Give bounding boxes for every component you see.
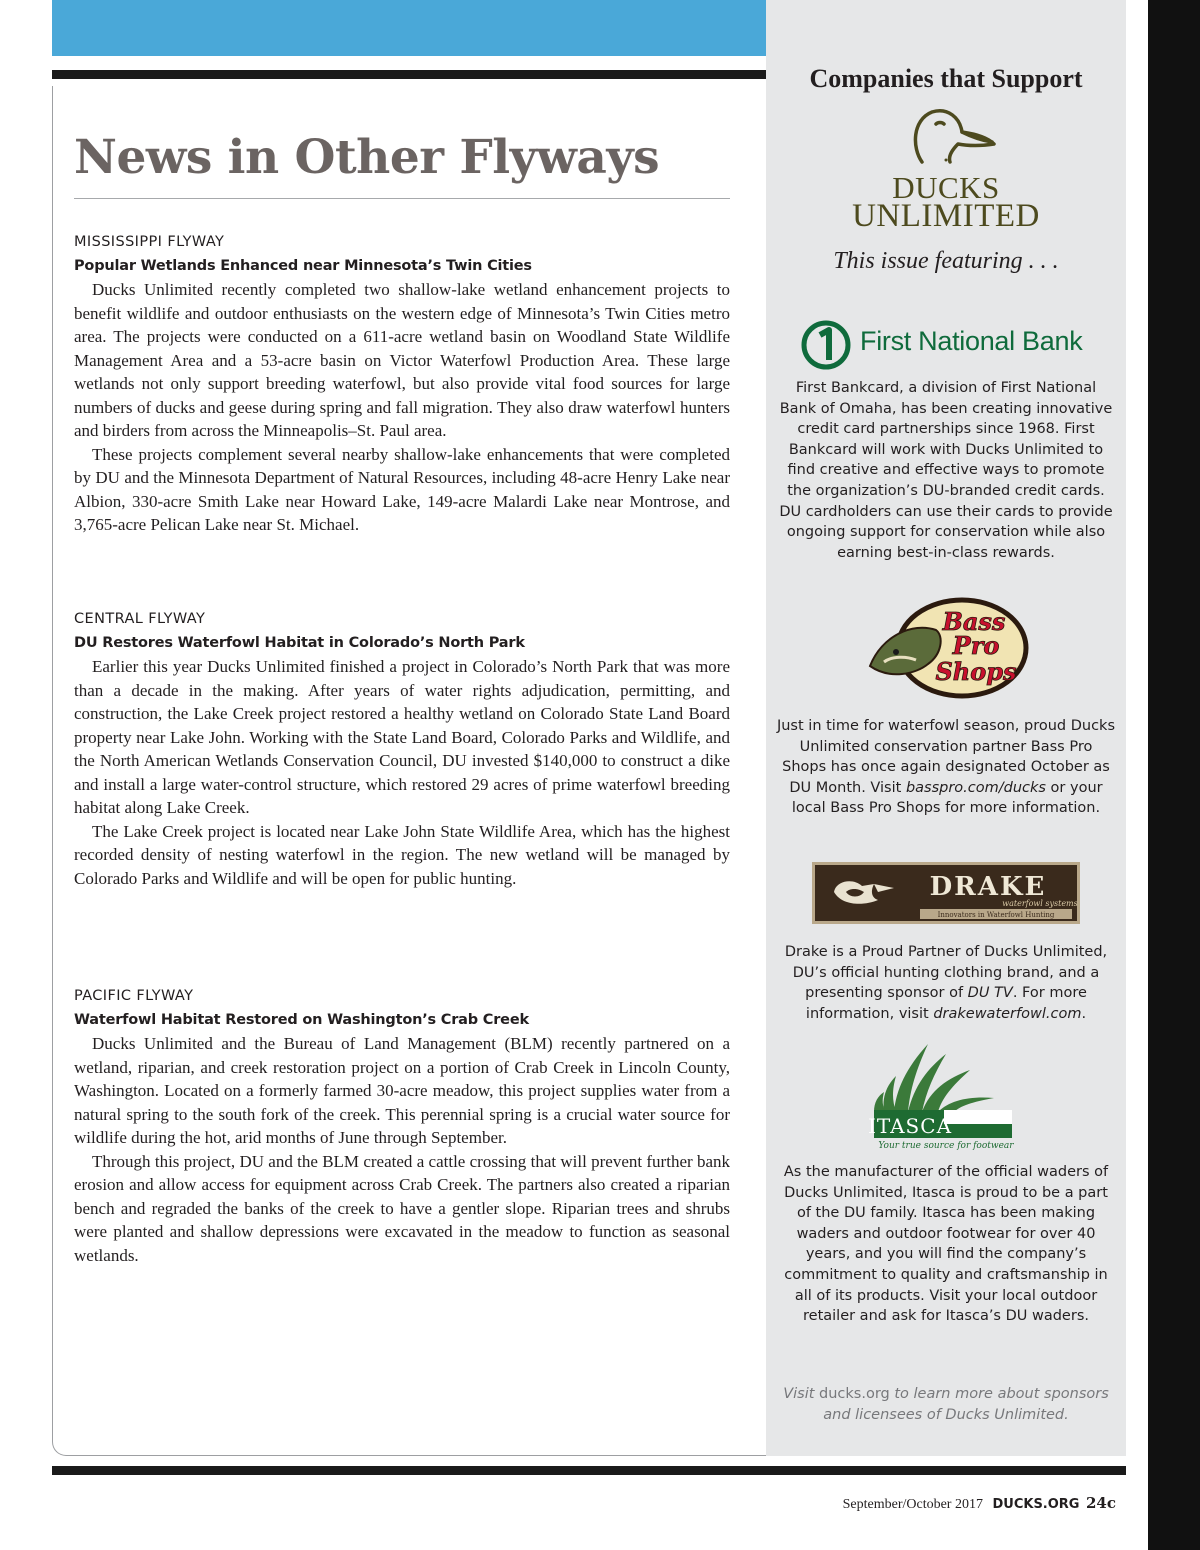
section-body	[74, 278, 730, 537]
bps-logo-line2: Pro	[952, 631, 1000, 660]
bps-link[interactable]: basspro.com/ducks	[905, 779, 1046, 796]
bps-text-b: or your local Bass Pro Shops for more information.	[791, 779, 1103, 817]
section-headline: DU Restores Waterfowl Habitat in Colorado’s North Park	[74, 635, 525, 651]
itasca-logo-text: ITASCA	[867, 1114, 953, 1138]
visit-note	[776, 1384, 1116, 1426]
bottom-rule	[52, 1466, 1126, 1475]
section-central	[74, 607, 730, 890]
bps-text-a: Just in time for waterfowl season, proud Ducks Unlimited conservation partner Bass Pro Shops has once again designated October as DU Month. Visit	[776, 718, 1116, 796]
section-label: MISSISSIPPI FLYWAY	[74, 234, 225, 250]
page-edge-band	[1148, 0, 1200, 1550]
section-label: CENTRAL FLYWAY	[74, 611, 206, 627]
section-label: PACIFIC FLYWAY	[74, 988, 194, 1004]
section-pacific	[74, 984, 730, 1267]
top-rule	[52, 70, 766, 79]
site-name: DUCKS.ORG	[992, 1497, 1080, 1512]
section-mississippi	[74, 230, 730, 537]
fnb-logo-text: First National Bank	[860, 326, 1083, 356]
paragraph: These projects complement several nearby shallow-lake enhancements that were completed by DU and the Minnesota Department of Natural Resources, including 48-acre Henry Lake near Albion, 330-acre Smith Lake near Howard Lake, 149-acre Malardi Lake near Montrose, and 3,765-acre Pelican Lake near St. Michael.	[74, 444, 730, 534]
section-body	[74, 655, 730, 890]
issue-date: September/October 2017	[842, 1497, 983, 1512]
paragraph: The Lake Creek project is located near Lake John State Wildlife Area, which has the highest recorded density of nesting waterfowl in the region. The new wetland will be managed by Colorado Parks and Wildlife and will be open for public hunting.	[74, 821, 730, 888]
title-divider	[74, 198, 730, 199]
section-body	[74, 1032, 730, 1267]
visit-text-b: to learn more about sponsors and licensees of Ducks Unlimited.	[823, 1386, 1109, 1423]
top-color-band	[52, 0, 766, 56]
page-number: 24c	[1085, 1494, 1116, 1512]
du-tv-title: DU TV	[967, 985, 1013, 1002]
drake-logo-text: DRAKE	[929, 872, 1047, 902]
bps-logo-line3: Shops	[935, 657, 1017, 686]
itasca-logo-icon	[866, 1040, 1026, 1152]
du-logo-line1: DUCKS	[892, 170, 1000, 205]
fnb-description: First Bankcard, a division of First National Bank of Omaha, has been creating innovative credit card partnerships since 1968. First Bankcard will work with Ducks Unlimited to find creative and effective ways to promote the organization’s DU-branded credit cards. DU cardholders can use their cards to provide ongoing support for conservation while also earning best-in-class rewards.	[779, 380, 1113, 561]
paragraph: Ducks Unlimited recently completed two shallow-lake wetland enhancement projects to benefit wildlife and outdoor enthusiasts on the western edge of Minnesota’s Twin Cities metro area. The projects were conducted on a 611-acre wetland basin on Woodland State Wildlife Management Area and a 53-acre basin on Victor Waterfowl Production Area. These large wetlands not only support breeding waterfowl, but also provide vital food sources for large numbers of ducks and geese during spring and fall migration. They also draw waterfowl hunters and birders from across the Minneapolis–St. Paul area.	[74, 280, 730, 440]
paragraph: Earlier this year Ducks Unlimited finished a project in Colorado’s North Park that was more than a decade in the making. After years of water rights adjudication, permitting, and construction, the Lake Creek project restored a healthy wetland on Colorado State Land Board property near Lake John. Working with the State Land Board, Colorado Parks and Wildlife, and the North American Wetlands Conservation Council, DU invested $140,000 to construct a dike and install a large water-control structure, which restored 29 acres of prime waterfowl breeding habitat along Lake Creek.	[74, 657, 730, 817]
featuring-caption: This issue featuring . . .	[833, 248, 1059, 274]
drake-text-b: . For more information, visit	[805, 985, 1087, 1022]
drake-logo-sub: waterfowl systems	[1002, 899, 1078, 908]
paragraph: Through this project, DU and the BLM created a cattle crossing that will prevent further bank erosion and allow access for equipment across Crab Creek. The partners also created a riparian bench and regraded the banks of the creek to have a gentler slope. Riparian trees and shrubs were planted and shallow depressions were excavated in the meadow to function as seasonal wetlands.	[74, 1151, 730, 1265]
page-title: News in Other Flyways	[74, 130, 660, 185]
bps-logo-line1: Bass	[942, 607, 1006, 636]
sidebar-title: Companies that Support	[809, 64, 1083, 93]
drake-text-c: .	[1081, 1005, 1087, 1022]
page-footer	[843, 1494, 1116, 1513]
drake-logo-icon	[812, 862, 1080, 924]
paragraph: Ducks Unlimited and the Bureau of Land Management (BLM) recently partnered on a wetland, riparian, and creek restoration project on a portion of Crab Creek in Lincoln County, Washington. Located on a formerly farmed 30-acre meadow, this project supplies water from a natural spring to the south fork of the creek. This perennial spring is a crucial water source for wildlife during the hot, arid months of June through September.	[74, 1034, 730, 1147]
drake-text-a: Drake is a Proud Partner of Ducks Unlimited, DU’s official hunting clothing brand, and a presenting sponsor of	[784, 944, 1108, 1002]
visit-link[interactable]: ducks.org	[819, 1386, 890, 1402]
drake-logo-tag: Innovators in Waterfowl Hunting	[937, 911, 1055, 919]
bass-pro-shops-logo-icon	[862, 596, 1030, 700]
itasca-logo-tagline: Your true source for footwear	[878, 1141, 1014, 1151]
du-logo-line2: UNLIMITED	[852, 198, 1040, 234]
section-headline: Popular Wetlands Enhanced near Minnesota’s Twin Cities	[74, 258, 532, 274]
itasca-description: As the manufacturer of the official waders of Ducks Unlimited, Itasca is proud to be a part of the DU family. Itasca has been making waders and outdoor footwear for over 40 years, and you will find the company’s commitment to quality and craftsmanship in all of its products. Visit your local outdoor retailer and ask for Itasca’s DU waders.	[783, 1164, 1109, 1325]
visit-text-a: Visit	[783, 1386, 820, 1402]
drake-description	[776, 942, 1116, 1024]
section-headline: Waterfowl Habitat Restored on Washington’s Crab Creek	[74, 1012, 529, 1028]
drake-link[interactable]: drakewaterfowl.com	[933, 1005, 1082, 1022]
bass-pro-description	[776, 716, 1116, 819]
